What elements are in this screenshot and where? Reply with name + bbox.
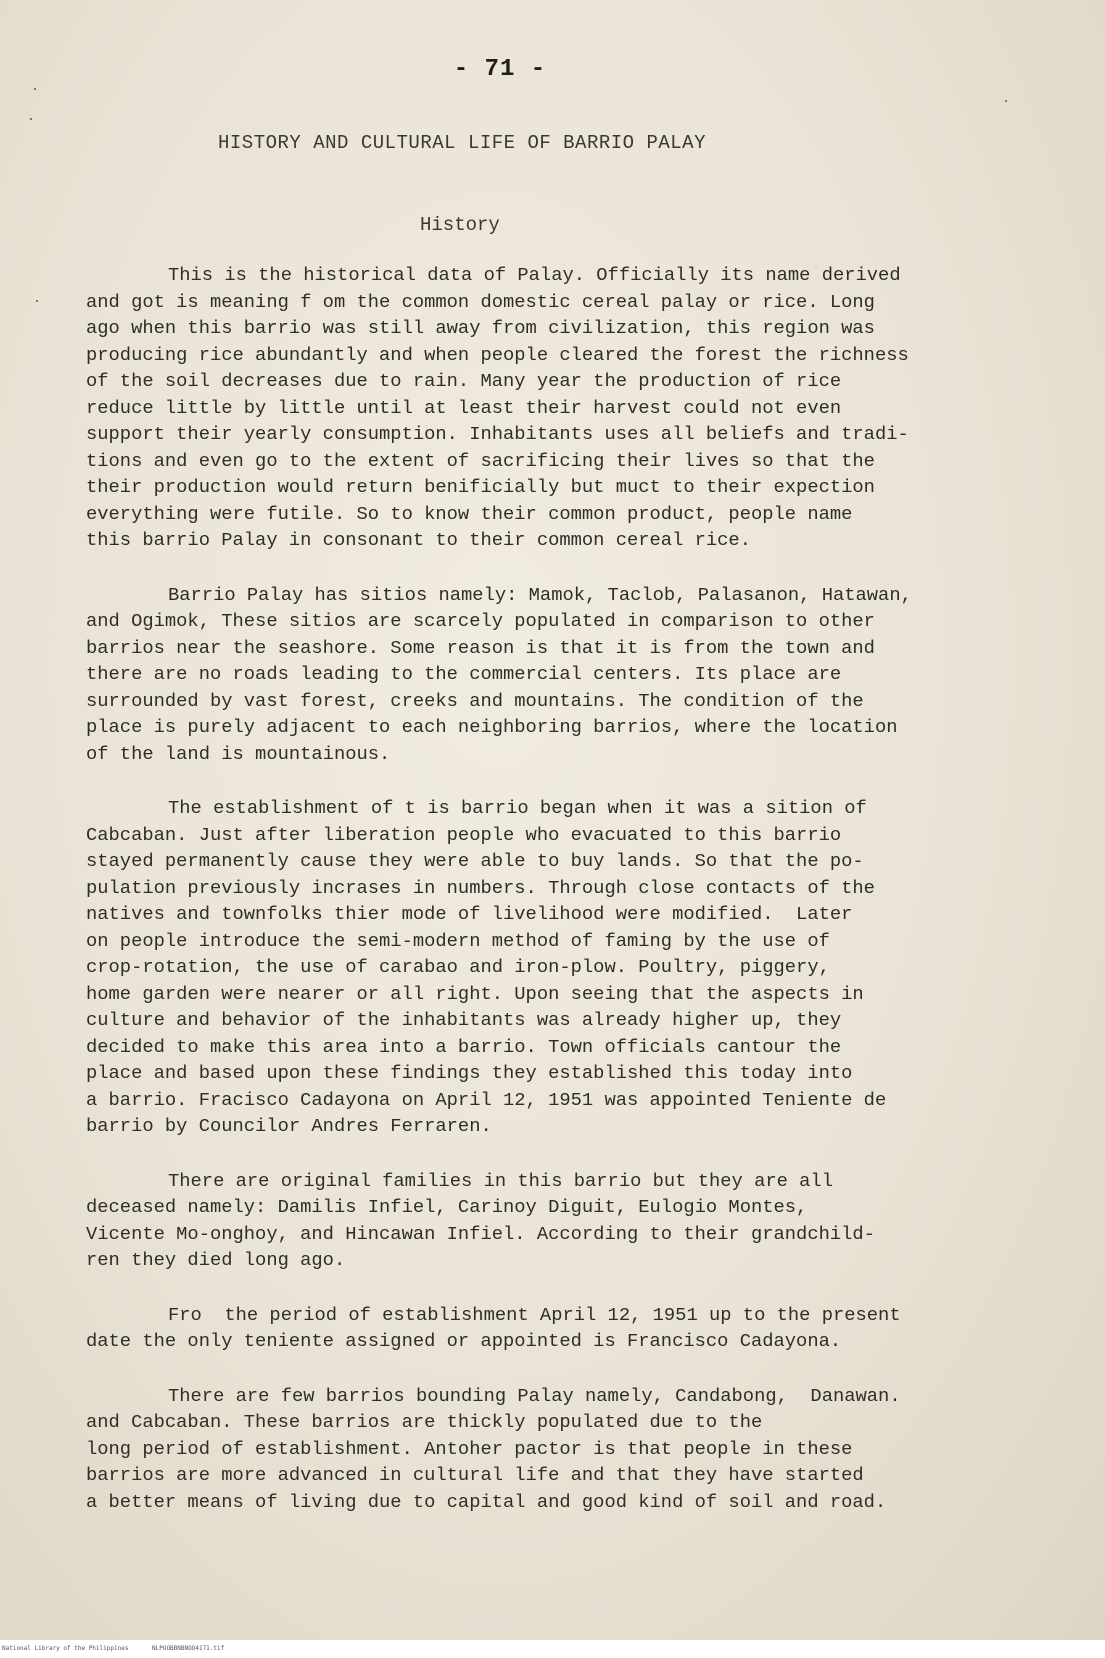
text-line: and Cabcaban. These barrios are thickly populated due to the (86, 1411, 763, 1433)
text-line: tions and even go to the extent of sacrificing their lives so that the (86, 449, 875, 472)
text-line: and got is meaning f om the common domestic cereal palay or rice. Long (86, 290, 875, 313)
text-line: stayed permanently cause they were able to buy lands. So that the po- (86, 850, 864, 872)
text-line: producing rice abundantly and when people cleared the forest the richness (86, 343, 909, 366)
text-line: culture and behavior of the inhabitants was already higher up, they (86, 1009, 842, 1031)
text-line: a barrio. Fracisco Cadayona on April 12, 1951 was appointed Teniente de (86, 1088, 887, 1111)
text-line: a better means of living due to capital and good kind of soil and road. (86, 1490, 887, 1513)
page-number: - 71 - (453, 56, 547, 83)
scan-speck (34, 88, 36, 90)
text-line: barrios are more advanced in cultural life and that they have started (86, 1464, 864, 1486)
text-line: ago when this barrio was still away from civilization, this region was (86, 317, 875, 339)
text-line: crop-rotation, the use of carabao and iron-plow. Poultry, piggery, (86, 956, 830, 978)
text-line: their production would return benificially but muct to their expection (86, 476, 875, 498)
text-line: long period of establishment. Antoher pactor is that people in these (86, 1437, 853, 1460)
text-line: This is the historical data of Palay. Officially its name derived (168, 264, 901, 286)
text-line: support their yearly consumption. Inhabitants uses all beliefs and tradi- (86, 423, 909, 445)
text-line: barrio by Councilor Andres Ferraren. (86, 1115, 492, 1137)
text-line: of the soil decreases due to rain. Many year the production of rice (86, 370, 842, 392)
text-line: Fro the period of establishment April 12, 1951 up to the present (168, 1303, 901, 1326)
text-line: surrounded by vast forest, creeks and mountains. The condition of the (86, 689, 864, 712)
text-line: of the land is mountainous. (86, 742, 391, 765)
paragraph (86, 262, 1071, 554)
paragraph (86, 795, 1071, 1140)
text-line: place is purely adjacent to each neighboring barrios, where the location (86, 716, 898, 738)
text-line: Cabcaban. Just after liberation people who evacuated to this barrio (86, 823, 842, 846)
text-line: decided to make this area into a barrio. Town officials cantour the (86, 1035, 842, 1058)
text-line: on people introduce the semi-modern method of faming by the use of (86, 929, 830, 952)
text-line: place and based upon these findings they established this today into (86, 1062, 853, 1084)
footer-file-name: NLPOOBBNBNOO4171.tif (152, 1645, 225, 1652)
scan-footer (0, 1640, 1105, 1658)
text-line: The establishment of t is barrio began when it was a sition of (168, 797, 867, 819)
text-line: pulation previously incrases in numbers. Through close contacts of the (86, 876, 875, 899)
text-line: this barrio Palay in consonant to their common cereal rice. (86, 529, 751, 551)
text-line: barrios near the seashore. Some reason is that it is from the town and (86, 636, 875, 659)
text-line: ren they died long ago. (86, 1249, 346, 1271)
text-line: and Ogimok, These sitios are scarcely populated in comparison to other (86, 610, 875, 632)
text-line: home garden were nearer or all right. Upon seeing that the aspects in (86, 982, 864, 1005)
document-title: HISTORY AND CULTURAL LIFE OF BARRIO PALAY (218, 132, 706, 154)
text-line: everything were futile. So to know their common product, people name (86, 502, 853, 525)
text-line: date the only teniente assigned or appointed is Francisco Cadayona. (86, 1330, 842, 1352)
paragraph (86, 1302, 1071, 1355)
paragraph (86, 1168, 1071, 1274)
scan-speck (1005, 100, 1007, 102)
body-text (86, 262, 1071, 1543)
text-line: Vicente Mo-onghoy, and Hincawan Infiel. According to their grandchild- (86, 1222, 875, 1245)
text-line: reduce little by little until at least their harvest could not even (86, 396, 842, 419)
text-line: there are no roads leading to the commercial centers. Its place are (86, 663, 842, 685)
text-line: Barrio Palay has sitios namely: Mamok, Taclob, Palasanon, Hatawan, (168, 583, 912, 606)
text-line: There are few barrios bounding Palay namely, Candabong, Danawan. (168, 1384, 901, 1407)
paragraph (86, 582, 1071, 768)
footer-library-name: National Library of the Philippines (2, 1645, 129, 1652)
scan-speck (30, 118, 32, 120)
text-line: deceased namely: Damilis Infiel, Carinoy Diguit, Eulogio Montes, (86, 1196, 808, 1218)
section-heading: History (420, 214, 500, 236)
paragraph (86, 1383, 1071, 1516)
text-line: There are original families in this barrio but they are all (168, 1169, 833, 1192)
text-line: natives and townfolks thier mode of livelihood were modified. Later (86, 903, 853, 925)
scan-speck (36, 300, 38, 302)
